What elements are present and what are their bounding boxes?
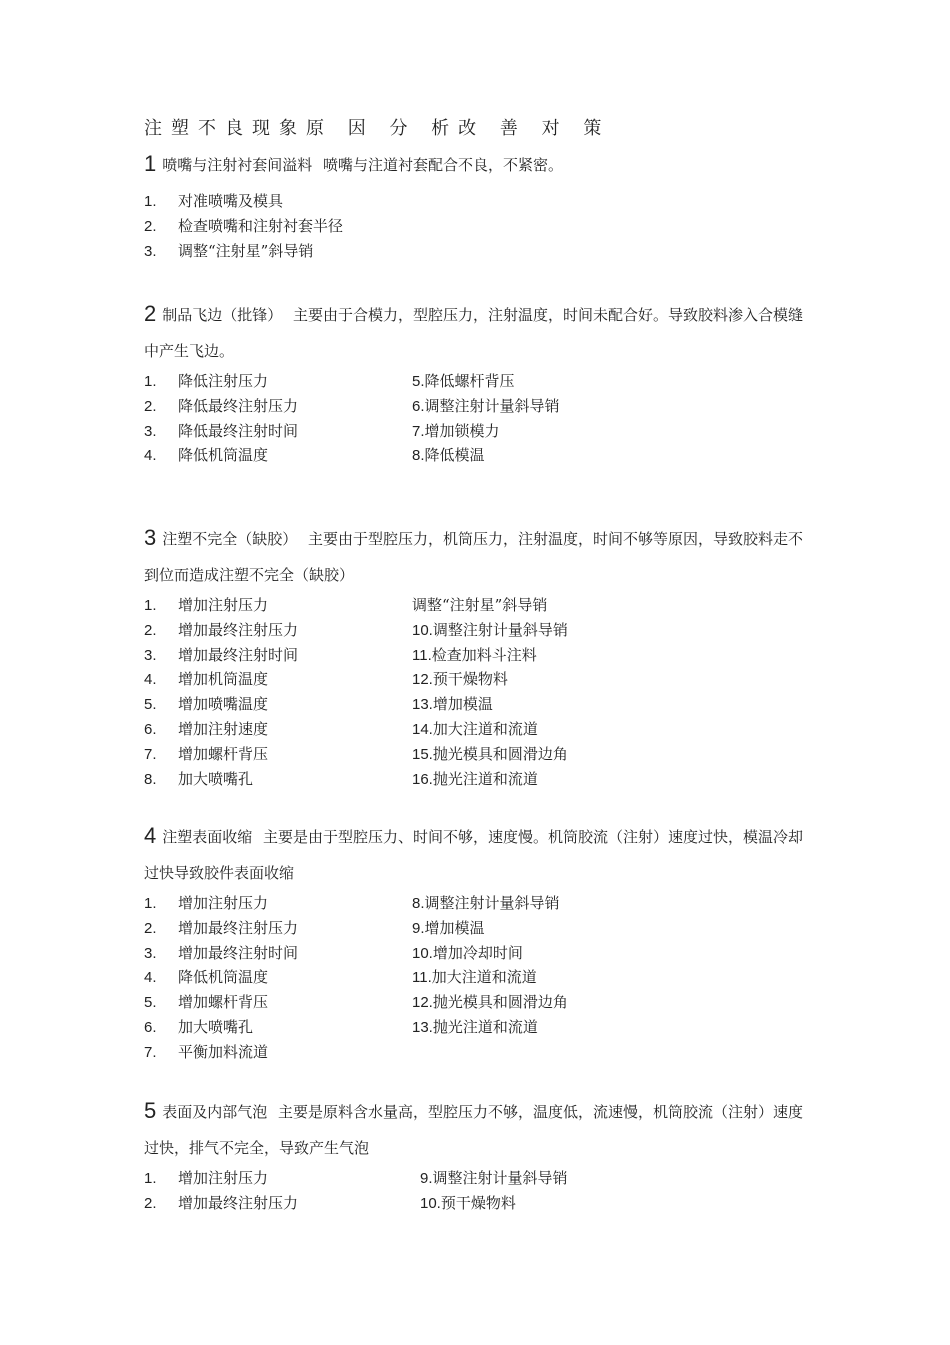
- section-heading: [144, 1093, 814, 1166]
- section-heading: [144, 818, 814, 891]
- list-item: 4. 增加机筒温度 12.预干燥物料: [144, 670, 508, 689]
- list-item: 2. 降低最终注射压力 6.调整注射计量斜导销: [144, 396, 560, 415]
- section-description: 喷嘴与注道衬套配合不良，不紧密。: [323, 156, 564, 174]
- list-item: 8. 加大喷嘴孔 16.抛光注道和流道: [144, 769, 538, 788]
- section-number: 5: [144, 1098, 157, 1123]
- list-item: 7. 平衡加料流道: [144, 1042, 269, 1061]
- list-item: 5. 增加螺杆背压 12.抛光模具和圆滑边角: [144, 993, 568, 1012]
- section-2: [144, 296, 814, 468]
- list-item: 1. 增加注射压力 9.调整注射计量斜导销: [144, 1169, 568, 1187]
- list-item: 6. 加大喷嘴孔 13.抛光注道和流道: [144, 1017, 538, 1036]
- remedy-list: [144, 189, 814, 263]
- list-item: 4. 降低机筒温度 8.降低模温: [144, 446, 485, 465]
- list-item: 1. 增加注射压力 8.调整注射计量斜导销: [144, 894, 560, 912]
- section-number: 3: [144, 525, 157, 550]
- list-item: 2. 增加最终注射压力 10.预干燥物料: [144, 1193, 516, 1212]
- section-title: 表面及内部气泡: [162, 1103, 268, 1121]
- section-3: [144, 520, 814, 791]
- remedy-list: [144, 1166, 814, 1216]
- list-item: 4. 降低机筒温度 11.加大注道和流道: [144, 968, 537, 987]
- list-item: 1. 对准喷嘴及模具: [144, 192, 284, 210]
- section-heading: [144, 296, 814, 369]
- list-item: 2. 检查喷嘴和注射衬套半径: [144, 216, 344, 235]
- remedy-list: [144, 891, 814, 1065]
- section-title: 注塑表面收缩: [162, 828, 253, 846]
- list-item: 3. 降低最终注射时间 7.增加锁模力: [144, 421, 500, 440]
- section-number: 2: [144, 301, 157, 326]
- section-number: 4: [144, 823, 157, 848]
- section-title: 制品飞边（批锋）: [162, 306, 283, 324]
- section-description: 主要由于合模力，型腔压力，注射温度，时间未配合好。导致胶料渗入合模缝中产生飞边。: [144, 306, 804, 360]
- section-1: [144, 146, 814, 263]
- list-item: 1. 增加注射压力 调整“注射星”斜导销: [144, 596, 548, 614]
- section-title: 注塑不完全（缺胶）: [162, 530, 298, 548]
- document-title: 注塑不良现象原 因 分 析改 善 对 策: [144, 118, 611, 139]
- list-item: 3. 调整“注射星”斜导销: [144, 241, 314, 260]
- list-item: 3. 增加最终注射时间 11.检查加料斗注料: [144, 645, 537, 664]
- section-4: [144, 818, 814, 1065]
- list-item: 2. 增加最终注射压力 10.调整注射计量斜导销: [144, 620, 568, 639]
- section-heading: [144, 146, 814, 183]
- list-item: 3. 增加最终注射时间 10.增加冷却时间: [144, 943, 523, 962]
- remedy-list: [144, 369, 814, 468]
- list-item: 6. 增加注射速度 14.加大注道和流道: [144, 719, 538, 738]
- list-item: 1. 降低注射压力 5.降低螺杆背压: [144, 372, 515, 390]
- section-heading: [144, 520, 814, 593]
- list-item: 7. 增加螺杆背压 15.抛光模具和圆滑边角: [144, 744, 568, 763]
- remedy-list: [144, 593, 814, 791]
- list-item: 2. 增加最终注射压力 9.增加模温: [144, 918, 485, 937]
- section-description: 主要是原料含水量高，型腔压力不够，温度低，流速慢，机筒胶流（注射）速度过快，排气不完全，导致产生气泡: [144, 1103, 804, 1157]
- section-description: 主要由于型腔压力，机筒压力，注射温度，时间不够等原因，导致胶料走不到位而造成注塑不完全（缺胶）: [144, 530, 804, 584]
- list-item: 5. 增加喷嘴温度 13.增加模温: [144, 695, 493, 714]
- section-title: 喷嘴与注射衬套间溢料: [162, 156, 313, 174]
- section-5: [144, 1093, 814, 1216]
- section-description: 主要是由于型腔压力、时间不够，速度慢。机筒胶流（注射）速度过快，模温冷却过快导致胶件表面收缩: [144, 828, 804, 882]
- section-number: 1: [144, 151, 157, 176]
